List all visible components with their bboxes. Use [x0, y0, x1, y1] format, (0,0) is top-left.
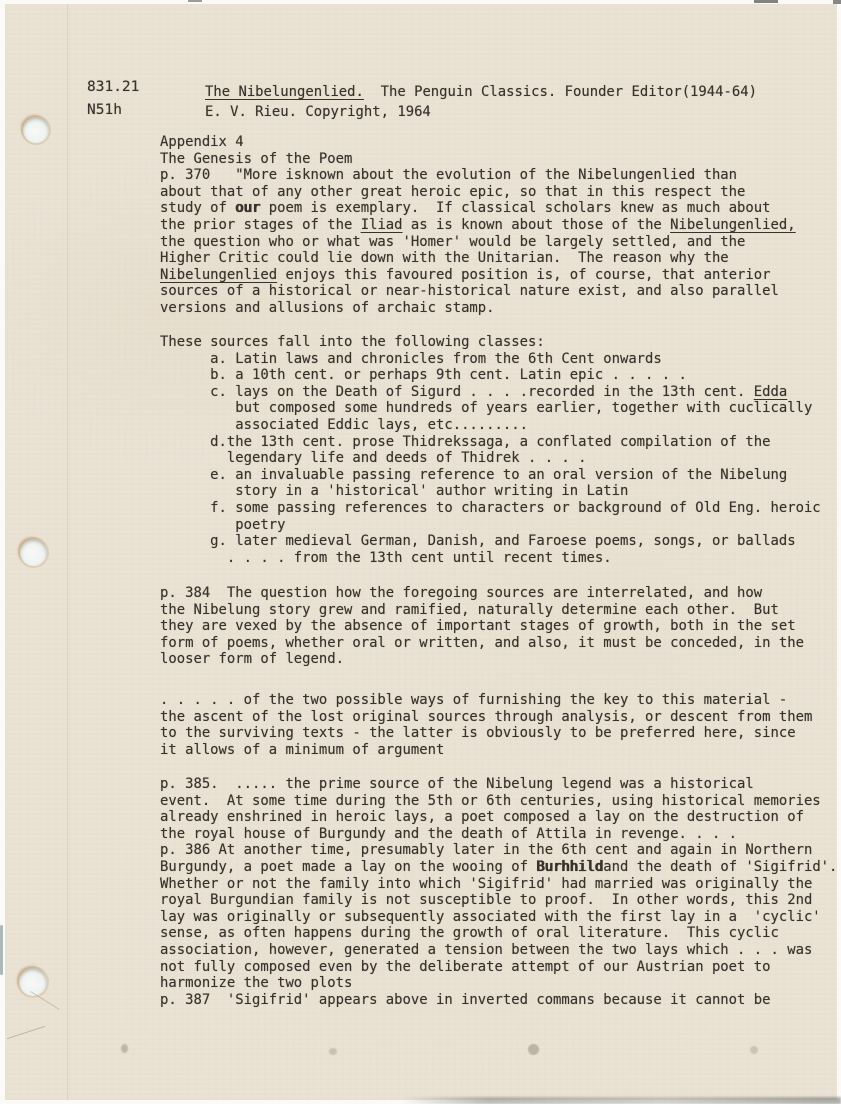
text-line: Whether or not the family into which 'Sigifrid' had married was originally the	[160, 875, 813, 892]
text-line: the royal house of Burgundy and the death of Attila in revenge. . . .	[160, 825, 738, 842]
text-line: associated Eddic lays, etc.........	[160, 417, 528, 434]
text-line: These sources fall into the following classes:	[160, 334, 545, 350]
underlined-text: Nibelungenlied,	[670, 217, 796, 234]
text-line: harmonize the two plots	[160, 975, 353, 992]
text-line: Burgundy, a poet made a lay on the wooing of Burhhildand the death of 'Sigifrid'.	[160, 859, 838, 876]
text-line: p. 387 'Sigifrid' appears above in inverted commans because it cannot be	[160, 991, 771, 1008]
text-line: The Genesis of the Poem	[160, 150, 353, 167]
scan-edge-mark	[0, 925, 3, 975]
text-line: Nibelungenlied enjoys this favoured position is, of course, that anterior	[160, 266, 771, 283]
underlined-text: Nibelungenlied	[160, 266, 278, 283]
text-line: Appendix 4	[160, 134, 244, 150]
text-line: the prior stages of the Iliad as is known about those of the Nibelungenlied,	[160, 217, 796, 234]
text-line: b. a 10th cent. or perhaps 9th cent. Latin epic . . . . .	[160, 367, 687, 384]
text-line: but composed some hundreds of years earlier, together with cuclically	[160, 400, 813, 417]
text-line: it allows of a minimum of argument	[160, 741, 445, 758]
text-line: poetry	[160, 516, 286, 533]
scan-edge-mark	[754, 0, 778, 3]
text-line: Higher Critic could lie down with the Unitarian. The reason why the	[160, 250, 729, 267]
appendix-and-p370-paragraph	[160, 134, 796, 317]
text-line: association, however, generated a tension between the two lays which . . . was	[160, 942, 813, 959]
text-line: f. some passing references to characters or background of Old Eng. heroic	[160, 500, 821, 517]
punch-hole	[23, 117, 49, 143]
text-line: p. 384 The question how the foregoing sources are interrelated, and how	[160, 585, 763, 601]
text-line: they are vexed by the absence of important stages of growth, both in the set	[160, 618, 796, 635]
punch-hole	[20, 539, 47, 566]
text-line: p. 386 At another time, presumably later in the 6th cent and again in Northern	[160, 842, 813, 859]
text-line: . . . . from the 13th cent until recent times.	[160, 549, 612, 566]
text-line: p. 370 "More isknown about the evolution of the Nibelungenlied than	[160, 167, 738, 184]
text-line: story in a 'historical' author writing in Latin	[160, 483, 629, 500]
text-line: sense, as often happens during the growth of oral literature. This cyclic	[160, 925, 779, 942]
margin-rule-line	[67, 4, 68, 1100]
text-line: g. later medieval German, Danish, and Faroese poems, songs, or ballads	[160, 533, 796, 550]
text-line: study of our poem is exemplary. If classical scholars knew as much about	[160, 200, 771, 217]
text-line: to the surviving texts - the latter is obviously to be preferred here, since	[160, 725, 796, 742]
text-line: legendary life and deeds of Thidrek . . . .	[160, 450, 587, 467]
text-line: not fully composed even by the deliberate attempt of our Austrian poet to	[160, 958, 771, 975]
text-line: lay was originally or subsequently associated with the first lay in a 'cyclic'	[160, 908, 821, 925]
call-number-line1: 831.21	[87, 79, 140, 95]
text-line: sources of a historical or near-historical nature exist, and also parallel	[160, 283, 779, 300]
overstruck-text: Burhhild	[536, 859, 604, 876]
scan-edge-mark	[188, 0, 202, 2]
title-rest: The Penguin Classics. Founder Editor(1944-64)	[363, 84, 757, 100]
text-line: event. At some time during the 5th or 6th centuries, using historical memories	[160, 792, 821, 809]
text-line: the ascent of the lost original sources through analysis, or descent from them	[160, 708, 813, 725]
text-line: e. an invaluable passing reference to an oral version of the Nibelung	[160, 466, 788, 483]
byline: E. V. Rieu. Copyright, 1964	[205, 104, 431, 120]
text-line: looser form of legend.	[160, 651, 344, 668]
text-line: the question who or what was 'Homer' would be largely settled, and the	[160, 233, 746, 250]
text-line: versions and allusions of archaic stamp.	[160, 300, 495, 317]
paper-speck	[750, 1046, 758, 1054]
paper-speck	[528, 1044, 539, 1055]
underlined-text: Iliad	[360, 217, 403, 234]
text-line: d.the 13th cent. prose Thidrekssaga, a conflated compilation of the	[160, 433, 771, 450]
text-line: the Nibelung story grew and ramified, naturally determine each other. But	[160, 601, 779, 618]
call-number-line2: N51h	[87, 102, 122, 118]
text-line: . . . . . of the two possible ways of furnishing the key to this material -	[160, 692, 788, 708]
document-header	[205, 82, 757, 122]
sources-classes-list	[160, 334, 821, 567]
text-line: royal Burgundian family is not susceptible to proof. In other words, this 2nd	[160, 892, 813, 909]
text-line: a. Latin laws and chronicles from the 6th Cent onwards	[160, 350, 662, 367]
overstruck-text: our	[235, 200, 261, 217]
text-line: c. lays on the Death of Sigurd . . . .recorded in the 13th cent. Edda	[160, 383, 788, 400]
text-line: p. 385. ..... the prime source of the Nibelung legend was a historical	[160, 776, 754, 792]
two-possible-ways-paragraph	[160, 692, 812, 758]
paper-speck	[329, 1048, 337, 1055]
underlined-text: Edda	[753, 383, 788, 400]
scan-edge-smudge	[400, 1097, 841, 1104]
text-line: about that of any other great heroic epic, so that in this respect the	[160, 183, 746, 200]
typewritten-page	[5, 4, 837, 1100]
scan-edge-mark	[833, 0, 841, 4]
p385-to-p387-paragraphs	[160, 776, 837, 1009]
library-call-number	[87, 76, 139, 122]
text-line: form of poems, whether oral or written, and also, it must be conceded, in the	[160, 634, 804, 651]
book-title: The Nibelungenlied.	[205, 84, 364, 100]
p384-paragraph	[160, 585, 804, 668]
paper-speck	[121, 1044, 128, 1053]
text-line: already enshrined in heroic lays, a poet composed a lay on the destruction of	[160, 809, 804, 826]
